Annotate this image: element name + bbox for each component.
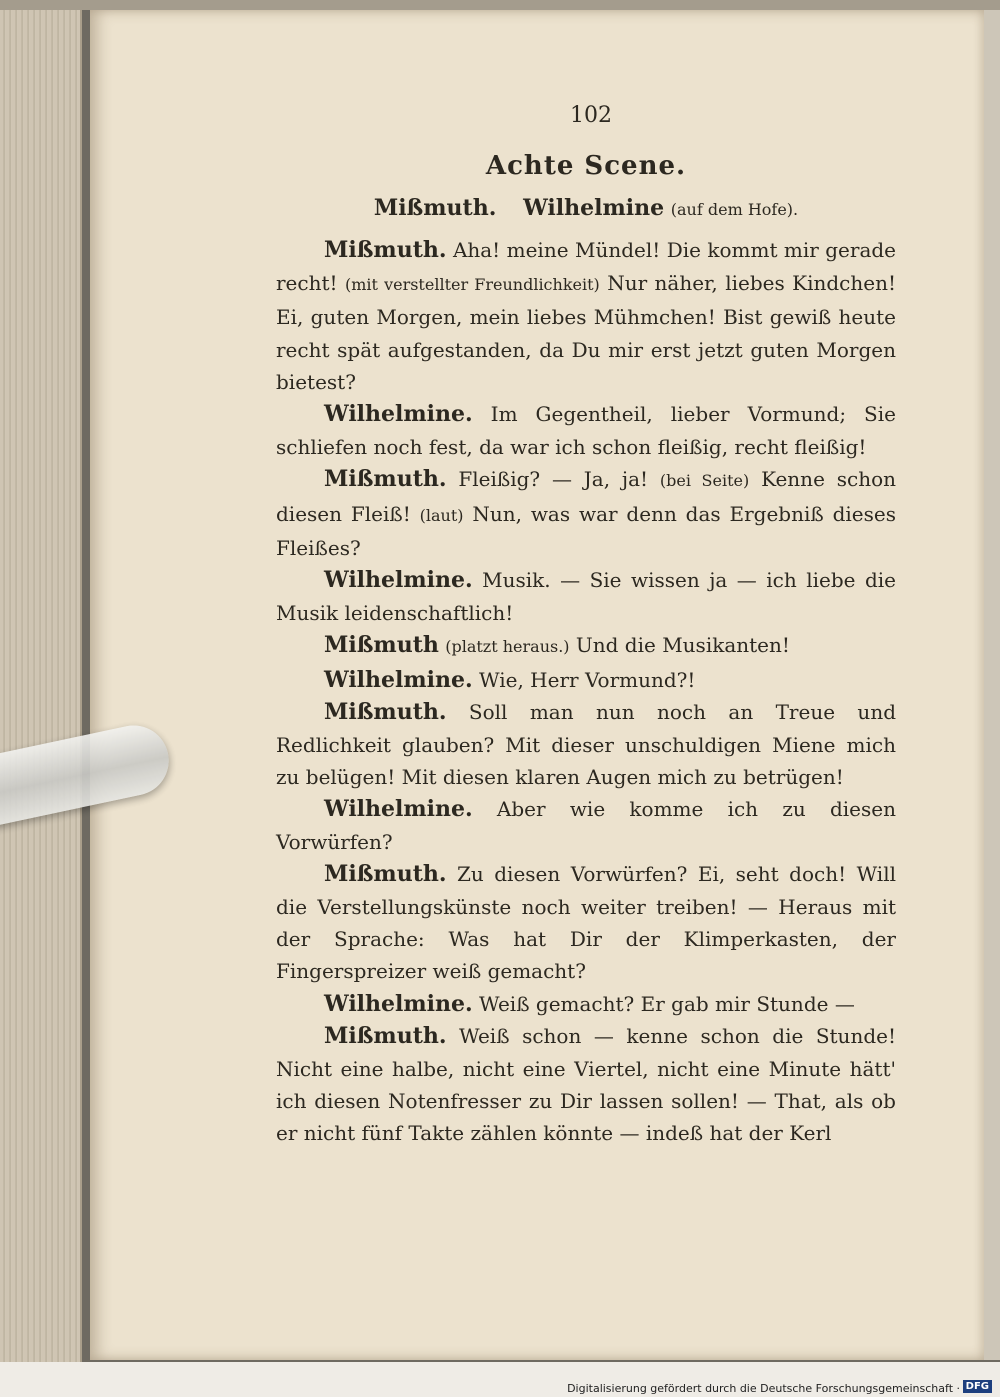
speaker-name: Mißmuth. <box>324 466 447 493</box>
cast-name: Mißmuth. <box>373 195 497 222</box>
scan-background <box>0 0 1000 10</box>
page-text <box>276 100 896 1150</box>
dfg-logo: DFG <box>963 1380 992 1393</box>
speech-text: Kenne schon diesen Fleiß! <box>276 467 896 526</box>
speech <box>276 629 896 663</box>
speaker-name: Mißmuth. <box>324 861 447 888</box>
speaker-name: Wilhelmine. <box>324 401 473 428</box>
speech-text: Fleißig? — Ja, ja! <box>458 467 660 492</box>
cast-direction: (auf dem Hofe). <box>670 200 799 220</box>
speech <box>276 988 896 1020</box>
speech-text: Soll man nun noch an Treue und Redlichkeit glauben? Mit dieser unschuldigen Miene mich zu belügen! Mit diesen klaren Augen mich zu betrügen! <box>276 700 896 789</box>
book-page-edges <box>0 10 82 1362</box>
speaker-name: Mißmuth. <box>324 237 447 264</box>
speech <box>276 398 896 463</box>
speaker-name: Wilhelmine. <box>324 666 473 693</box>
speech <box>276 1020 896 1150</box>
speech-text: Nun, was war denn das Ergebniß dieses Fleißes? <box>276 501 896 561</box>
speech <box>276 664 896 696</box>
speaker-name: Wilhelmine. <box>324 567 473 594</box>
speech <box>276 696 896 793</box>
speaker-name: Mißmuth. <box>324 699 447 726</box>
speech-text: Aha! meine Mündel! Die kommt mir gerade recht! <box>276 238 897 295</box>
speech <box>276 793 896 858</box>
speech <box>276 564 896 629</box>
speech-text: Musik. — Sie wissen ja — ich liebe die Musik leidenschaftlich! <box>276 568 896 625</box>
speech-text: Aber wie komme ich zu diesen Vorwürfen? <box>276 797 896 854</box>
speaker-name: Wilhelmine. <box>324 796 473 823</box>
speech <box>276 463 896 564</box>
speech-text: Weiß schon — kenne schon die Stunde! Nicht eine halbe, nicht eine Viertel, nicht eine Minute hätt' ich diesen Notenfresser zu Dir lassen sollen! — That, als ob er nicht fünf Takte zählen könnte — indeß hat der Kerl <box>276 1024 896 1146</box>
dialogue <box>276 234 896 1149</box>
stage-direction: (laut) <box>419 505 464 525</box>
speech <box>276 234 896 398</box>
speech-text: Weiß gemacht? Er gab mir Stunde — <box>479 991 855 1016</box>
speech-text: Und die Musikanten! <box>569 633 790 658</box>
speaker-name: Wilhelmine. <box>324 990 473 1017</box>
cast-name: Wilhelmine <box>523 195 665 222</box>
scan-margin-right <box>984 10 1000 1360</box>
speech-text: Wie, Herr Vormund?! <box>479 667 696 692</box>
speech-text: Zu diesen Vorwürfen? Ei, seht doch! Will die Verstellungskünste noch weiter treiben! — Heraus mit der Sprache: Was hat Dir der Klimperkasten, der Fingerspreizer weiß gemacht? <box>276 862 897 984</box>
page-number: 102 <box>570 103 612 128</box>
stage-direction: (mit verstellter Freundlichkeit) <box>344 274 600 294</box>
speaker-name: Mißmuth <box>324 632 439 659</box>
funding-credit: Digitalisierung gefördert durch die Deutsche Forschungsgemeinschaft · <box>567 1382 960 1395</box>
scene-title: Achte Scene. <box>485 151 687 182</box>
speech-text: Im Gegentheil, lieber Vormund; Sie schliefen noch fest, da war ich schon fleißig, recht fleißig! <box>276 402 896 459</box>
stage-direction: (bei Seite) <box>659 471 750 491</box>
stage-direction: (platzt heraus.) <box>445 637 570 657</box>
cast-list <box>276 188 896 230</box>
speech-text: Nur näher, liebes Kindchen! Ei, guten Morgen, mein liebes Mühmchen! Bist gewiß heute recht spät aufgestanden, da Du mir erst jetzt guten Morgen bietest? <box>276 270 896 395</box>
speech <box>276 858 896 988</box>
speaker-name: Mißmuth. <box>324 1023 447 1050</box>
